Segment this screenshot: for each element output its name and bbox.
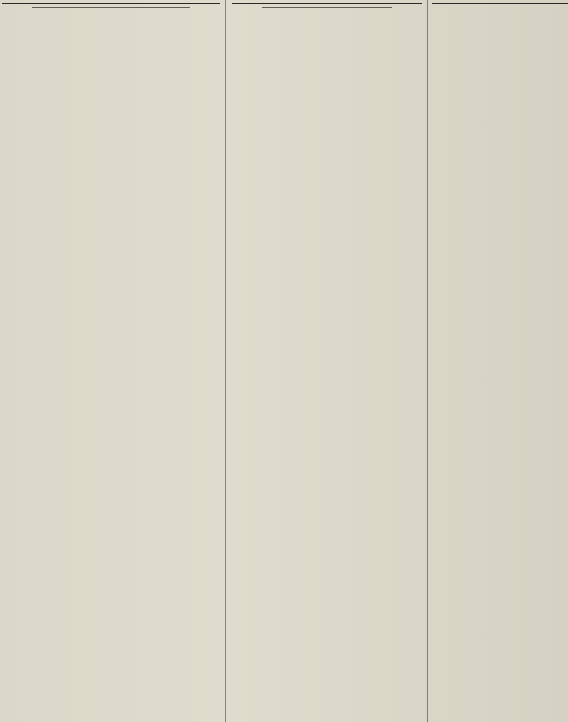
column-middle — [232, 0, 422, 722]
column-divider-2 — [427, 0, 428, 722]
divider — [32, 7, 190, 8]
section-rule — [432, 3, 568, 4]
column-left — [2, 0, 220, 722]
section-rule — [2, 3, 220, 4]
column-right — [432, 0, 568, 722]
section-rule — [232, 3, 422, 4]
column-divider-1 — [225, 0, 226, 722]
divider — [262, 7, 392, 8]
